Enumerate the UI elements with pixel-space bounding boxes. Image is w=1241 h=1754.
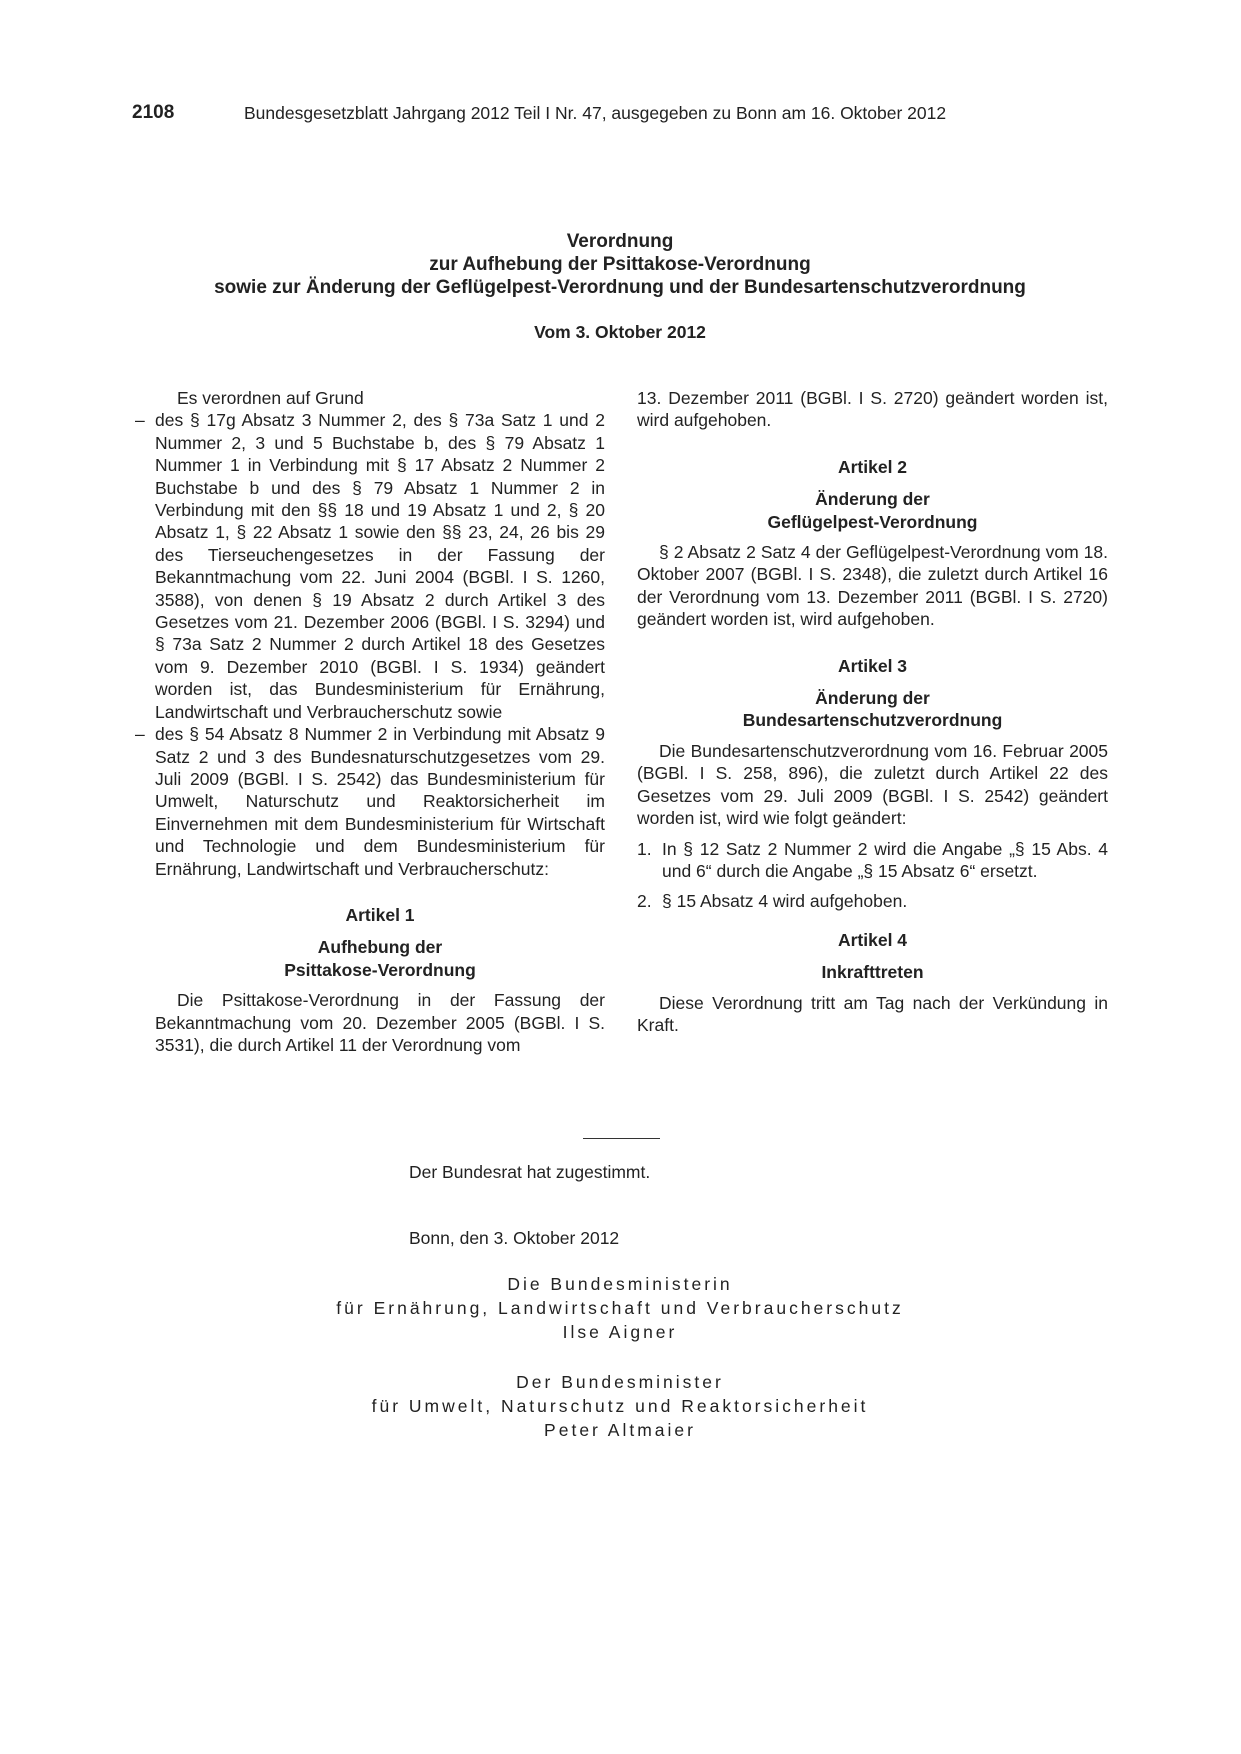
signatory-title: Der Bundesminister bbox=[516, 1372, 724, 1392]
signatory-ministry: für Umwelt, Naturschutz und Reaktorsicherheit bbox=[371, 1396, 869, 1416]
article-4-heading: Artikel 4 bbox=[837, 929, 908, 950]
list-item-text: In § 12 Satz 2 Nummer 2 wird die Angabe „§ 15 Abs. 4 und 6“ durch die Angabe „§ 15 Absatz 6“ ersetzt. bbox=[662, 838, 1108, 881]
section-divider bbox=[583, 1138, 660, 1139]
article-3-sub-line-2: Bundesartenschutzverordnung bbox=[742, 710, 1003, 731]
document-title bbox=[120, 230, 1120, 299]
title-line-1: Verordnung bbox=[566, 231, 674, 252]
page-number: 2108 bbox=[132, 102, 175, 123]
article-3-subheading bbox=[637, 687, 1108, 732]
legal-basis-list bbox=[135, 409, 605, 880]
dash-marker: – bbox=[135, 724, 145, 745]
article-2-subheading bbox=[637, 488, 1108, 533]
amendment-list bbox=[637, 838, 1108, 913]
intro-text: Es verordnen auf Grund bbox=[177, 388, 364, 408]
bundesrat-consent: Der Bundesrat hat zugestimmt. bbox=[409, 1162, 651, 1182]
article-3-sub-line-1: Änderung der bbox=[815, 688, 930, 709]
place-and-date: Bonn, den 3. Oktober 2012 bbox=[409, 1228, 620, 1248]
article-2-sub-line-2: Geflügelpest-Verordnung bbox=[767, 511, 978, 532]
article-4-text: Diese Verordnung tritt am Tag nach der Verkündung in Kraft. bbox=[637, 992, 1108, 1035]
article-3-text: Die Bundesartenschutzverordnung vom 16. Februar 2005 (BGBl. I S. 258, 896), die zuletzt durch Artikel 22 des Gesetzes vom 29. Juli 2009 (BGBl. I S. 2542) geändert worden ist, wird wie folgt geändert: bbox=[637, 740, 1108, 829]
left-column bbox=[135, 387, 605, 1056]
signatory-title: Die Bundesministerin bbox=[507, 1274, 733, 1294]
list-item-text: § 15 Absatz 4 wird aufgehoben. bbox=[662, 891, 908, 912]
page-header bbox=[132, 102, 947, 124]
article-1-subheading bbox=[155, 936, 605, 981]
article-2-text: § 2 Absatz 2 Satz 4 der Geflügelpest-Verordnung vom 18. Oktober 2007 (BGBl. I S. 2348), die zuletzt durch Artikel 16 der Verordnung vom 13. Dezember 2011 (BGBl. I S. 2720) geändert worden ist, wird aufgehoben. bbox=[637, 542, 1108, 630]
list-item bbox=[637, 838, 1108, 883]
header-text: Bundesgesetzblatt Jahrgang 2012 Teil I Nr. 47, ausgegeben zu Bonn am 16. Oktober 2012 bbox=[244, 103, 947, 123]
list-number: 2. bbox=[637, 891, 652, 912]
signature-block-1 bbox=[120, 1272, 1120, 1344]
article-1-continuation: 13. Dezember 2011 (BGBl. I S. 2720) geändert worden ist, wird aufgehoben. bbox=[637, 388, 1108, 431]
article-3-heading: Artikel 3 bbox=[837, 655, 908, 676]
right-column bbox=[637, 387, 1108, 1036]
signatory-ministry: für Ernährung, Landwirtschaft und Verbraucherschutz bbox=[336, 1298, 904, 1318]
article-1-sub-line-2: Psittakose-Verordnung bbox=[284, 959, 476, 980]
list-number: 1. bbox=[637, 838, 652, 859]
article-1-heading: Artikel 1 bbox=[345, 904, 415, 925]
list-item bbox=[135, 723, 605, 880]
list-item-text: des § 17g Absatz 3 Nummer 2, des § 73a Satz 1 und 2 Nummer 2, 3 und 5 Buchstabe b, des § 79 Absatz 1 Nummer 1 in Verbindung mit § 17 Absatz 2 Nummer 2 Buchstabe b und des § 79 Absatz 1 Nummer 2 in Verbindung mit den §§ 18 und 19 Absatz 1 und 2, § 20 Absatz 1, § 22 Absatz 1 sowie den §§ 23, 24, 26 bis 29 des Tierseuchengesetzes in der Fassung der Bekanntmachung vom 22. Juni 2004 (BGBl. I S. 1260, 3588), von denen § 19 Absatz 2 durch Artikel 3 des Gesetzes vom 21. Dezember 2006 (BGBl. I S. 3294) und § 73a Satz 2 Nummer 2 durch Artikel 18 des Gesetzes vom 9. Dezember 2010 (BGBl. I S. 1934) geändert worden ist, das Bundesministerium für Ernährung, Landwirtschaft und Verbraucherschutz sowie bbox=[155, 410, 605, 722]
article-1-text: Die Psittakose-Verordnung in der Fassung der Bekanntmachung vom 20. Dezember 2005 (BGBl. I S. 3531), die durch Artikel 11 der Verordnung vom bbox=[155, 990, 605, 1055]
article-2-heading: Artikel 2 bbox=[837, 456, 908, 477]
list-item bbox=[637, 890, 1108, 912]
signatory-name: Ilse Aigner bbox=[562, 1322, 678, 1342]
article-4-subheading: Inkrafttreten bbox=[821, 962, 924, 983]
article-2-sub-line-1: Änderung der bbox=[815, 489, 930, 510]
document-date: Vom 3. Oktober 2012 bbox=[534, 322, 706, 342]
title-line-3: sowie zur Änderung der Geflügelpest-Verordnung und der Bundesartenschutzverordnung bbox=[214, 277, 1026, 298]
list-item bbox=[135, 409, 605, 723]
list-item-text: des § 54 Absatz 8 Nummer 2 in Verbindung mit Absatz 9 Satz 2 und 3 des Bundesnaturschutzgesetzes vom 29. Juli 2009 (BGBl. I S. 2542) das Bundesministerium für Umwelt, Naturschutz und Reaktorsicherheit im Einvernehmen mit dem Bundesministerium für Wirtschaft und Technologie und dem Bundesministerium für Ernährung, Landwirtschaft und Verbraucherschutz: bbox=[155, 724, 605, 879]
article-1-sub-line-1: Aufhebung der bbox=[317, 937, 443, 958]
title-line-2: zur Aufhebung der Psittakose-Verordnung bbox=[429, 254, 811, 275]
signatory-name: Peter Altmaier bbox=[544, 1420, 696, 1440]
signature-block-2 bbox=[120, 1370, 1120, 1442]
dash-marker: – bbox=[135, 410, 145, 431]
